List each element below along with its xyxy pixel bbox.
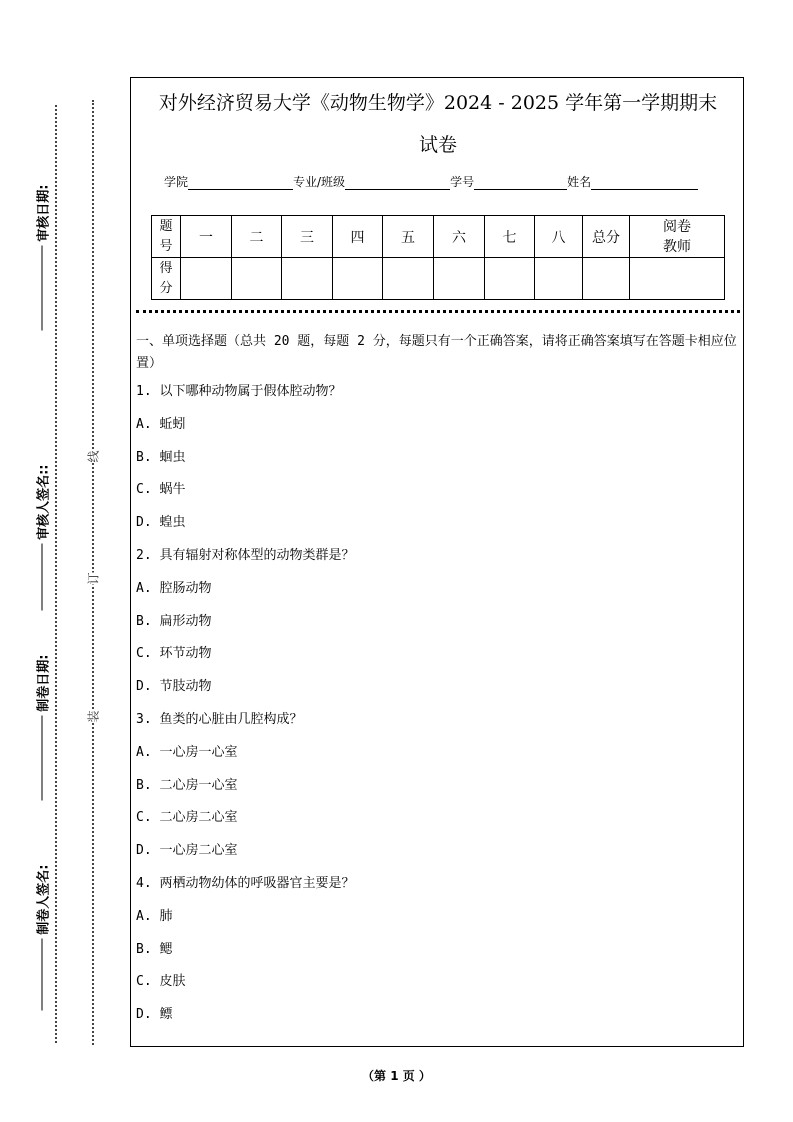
maker-sign-label: 制卷人签名: xyxy=(36,864,52,935)
major-field[interactable] xyxy=(345,177,450,190)
college-field[interactable] xyxy=(188,177,293,190)
score-cell[interactable] xyxy=(485,258,535,300)
col-5: 五 xyxy=(383,216,434,258)
maker-sign-blank xyxy=(42,939,43,1011)
question-text: 3. 鱼类的心脏由几腔构成？ xyxy=(136,711,303,727)
maker-sign-field xyxy=(33,865,52,1015)
exam-title: 对外经济贸易大学《动物生物学》2024 - 2025 学年第一学期期末 xyxy=(158,92,718,114)
student-id-label: 学号 xyxy=(450,175,475,189)
question-text: 2. 具有辐射对称体型的动物类群是？ xyxy=(136,547,355,563)
name-label: 姓名 xyxy=(567,175,592,189)
score-table-header-row xyxy=(152,216,725,258)
col-6: 六 xyxy=(434,216,485,258)
section-separator xyxy=(136,310,740,313)
score-cell[interactable] xyxy=(583,258,630,300)
review-date-field xyxy=(33,185,52,335)
score-table xyxy=(151,215,725,300)
section-heading: 一、单项选择题（总共 20 题，每题 2 分，每题只有一个正确答案，请将正确答案填写在答题卡相应位置） xyxy=(136,334,737,371)
score-cell[interactable] xyxy=(630,258,725,300)
reviewer-sign-label: 审核人签名:: xyxy=(36,464,52,540)
col-3: 三 xyxy=(282,216,333,258)
make-date-label: 制卷日期: xyxy=(36,654,52,712)
question-text: 1. 以下哪种动物属于假体腔动物？ xyxy=(136,384,342,399)
option-item[interactable]: D. 蝗虫 xyxy=(136,515,186,531)
option-item[interactable]: A. 肺 xyxy=(136,908,173,924)
option-item[interactable]: A. 蚯蚓 xyxy=(136,416,186,432)
option-item[interactable]: D. 节肢动物 xyxy=(136,679,212,695)
option-item[interactable]: B. 蛔虫 xyxy=(136,449,186,465)
exam-title-cont: 试卷 xyxy=(418,134,457,156)
col-total: 总分 xyxy=(583,216,630,258)
college-label: 学院 xyxy=(164,175,189,189)
row-label-score: 得分 xyxy=(152,258,181,300)
col-1: 一 xyxy=(181,216,232,258)
score-cell[interactable] xyxy=(282,258,333,300)
score-cell[interactable] xyxy=(383,258,434,300)
exam-frame xyxy=(130,77,744,1047)
option-item[interactable]: B. 扁形动物 xyxy=(136,613,212,629)
name-field[interactable] xyxy=(591,177,698,190)
review-date-label: 审核日期: xyxy=(36,184,52,242)
score-cell[interactable] xyxy=(535,258,583,300)
col-7: 七 xyxy=(485,216,535,258)
review-date-blank xyxy=(42,246,43,331)
col-8: 八 xyxy=(535,216,583,258)
option-item[interactable]: B. 鳃 xyxy=(136,941,173,957)
make-date-blank xyxy=(42,716,43,801)
option-item[interactable]: D. 一心房二心室 xyxy=(136,843,238,859)
col-2: 二 xyxy=(232,216,282,258)
major-label: 专业/班级 xyxy=(293,175,346,189)
score-cell[interactable] xyxy=(232,258,282,300)
student-id-field[interactable] xyxy=(474,177,567,190)
option-item[interactable]: C. 皮肤 xyxy=(136,974,186,990)
option-item[interactable]: C. 二心房二心室 xyxy=(136,810,238,826)
option-item[interactable]: A. 腔肠动物 xyxy=(136,580,212,596)
col-grader: 阅卷 教师 xyxy=(630,216,725,258)
make-date-field xyxy=(33,655,52,805)
score-cell[interactable] xyxy=(181,258,232,300)
reviewer-sign-field xyxy=(33,465,52,615)
score-cell[interactable] xyxy=(434,258,485,300)
binding-line-left xyxy=(55,105,57,1043)
binding-char-ding: 订 xyxy=(86,572,101,585)
binding-char-zhuang: 装 xyxy=(86,710,101,723)
col-4: 四 xyxy=(333,216,383,258)
student-info-row xyxy=(164,173,698,190)
binding-char-line: 线 xyxy=(86,450,101,463)
option-item[interactable]: A. 一心房一心室 xyxy=(136,744,238,760)
reviewer-sign-blank xyxy=(42,544,43,611)
option-item[interactable]: C. 环节动物 xyxy=(136,646,212,662)
page-number: （第 1 页 ） xyxy=(362,1069,431,1083)
score-table-score-row xyxy=(152,258,725,300)
question-content xyxy=(136,331,738,1037)
row-label-question: 题号 xyxy=(152,216,181,258)
option-item[interactable]: D. 鳔 xyxy=(136,1007,173,1023)
option-item[interactable]: C. 蜗牛 xyxy=(136,482,186,498)
option-item[interactable]: B. 二心房一心室 xyxy=(136,777,238,793)
question-text: 4. 两栖动物幼体的呼吸器官主要是？ xyxy=(136,875,355,891)
score-cell[interactable] xyxy=(333,258,383,300)
